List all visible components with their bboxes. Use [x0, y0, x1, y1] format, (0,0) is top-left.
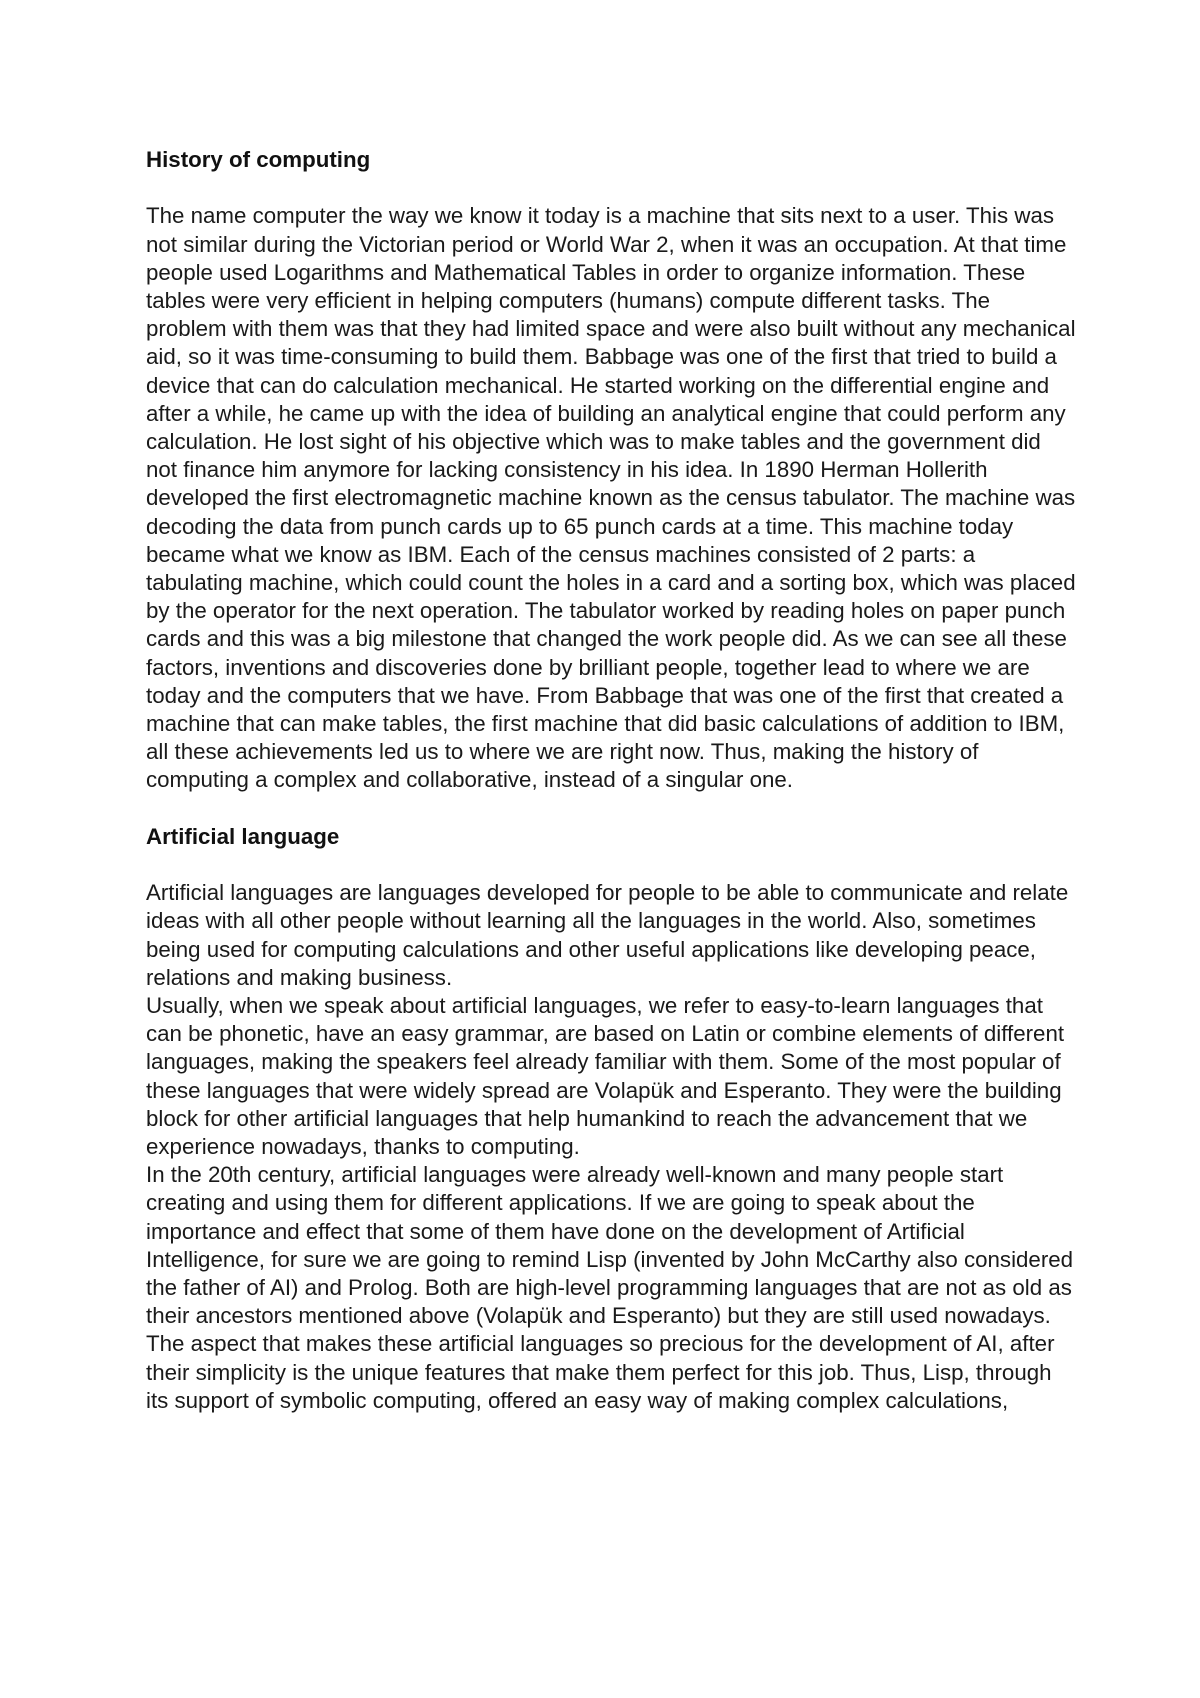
- section-heading-history-of-computing: History of computing: [146, 147, 371, 172]
- paragraph-artificial-language-2: Usually, when we speak about artificial languages, we refer to easy-to-learn languages that can be phonetic, have an easy grammar, are based on Latin or combine elements of different languages, making the speakers feel already familiar with them. Some of the most popular of these languages that were widely spread are Volapük and Esperanto. They were the building block for other artificial languages that help humankind to reach the advancement that we experience nowadays, thanks to computing.: [146, 993, 1065, 1160]
- spacer: [146, 795, 1076, 823]
- section-heading-artificial-language: Artificial language: [146, 823, 340, 849]
- paragraph-artificial-language-3: In the 20th century, artificial languages were already well-known and many people start creating and using them for different applications. If we are going to speak about the importance and effect that some of them have done on the development of Artificial Intelligence, for sure we are going to remind Lisp (invented by John McCarthy also considered the father of AI) and Prolog. Both are high-level programming languages that are not as old as their ancestors mentioned above (Volapük and Esperanto) but they are still used nowadays. The aspect that makes these artificial languages so precious for the development of AI, after their simplicity is the unique features that make them perfect for this job. Thus, Lisp, through its support of symbolic computing, offered an easy way of making complex calculations,: [146, 1162, 1074, 1413]
- spacer: [146, 174, 1076, 202]
- paragraph-artificial-language-1: Artificial languages are languages developed for people to be able to communicate and relate ideas with all other people without learning all the languages in the world. Also, sometimes being used for computing calculations and other useful applications like developing peace, relations and making business.: [146, 880, 1069, 990]
- document-body: [146, 146, 1076, 1415]
- paragraph-history-of-computing: The name computer the way we know it today is a machine that sits next to a user. This was not similar during the Victorian period or World War 2, when it was an occupation. At that time people used Logarithms and Mathematical Tables in order to organize information. These tables were very efficient in helping computers (humans) compute different tasks. The problem with them was that they had limited space and were also built without any mechanical aid, so it was time-consuming to build them. Babbage was one of the first that tried to build a device that can do calculation mechanical. He started working on the differential engine and after a while, he came up with the idea of building an analytical engine that could perform any calculation. He lost sight of his objective which was to make tables and the government did not finance him anymore for lacking consistency in his idea. In 1890 Herman Hollerith developed the first electromagnetic machine known as the census tabulator. The machine was decoding the data from punch cards up to 65 punch cards at a time. This machine today became what we know as IBM. Each of the census machines consisted of 2 parts: a tabulating machine, which could count the holes in a card and a sorting box, which was placed by the operator for the next operation. The tabulator worked by reading holes on paper punch cards and this was a big milestone that changed the work people did. As we can see all these factors, inventions and discoveries done by brilliant people, together lead to where we are today and the computers that we have. From Babbage that was one of the first that created a machine that can make tables, the first machine that did basic calculations of addition to IBM, all these achievements led us to where we are right now. Thus, making the history of computing a complex and collaborative, instead of a singular one.: [146, 203, 1076, 793]
- spacer: [146, 851, 1076, 879]
